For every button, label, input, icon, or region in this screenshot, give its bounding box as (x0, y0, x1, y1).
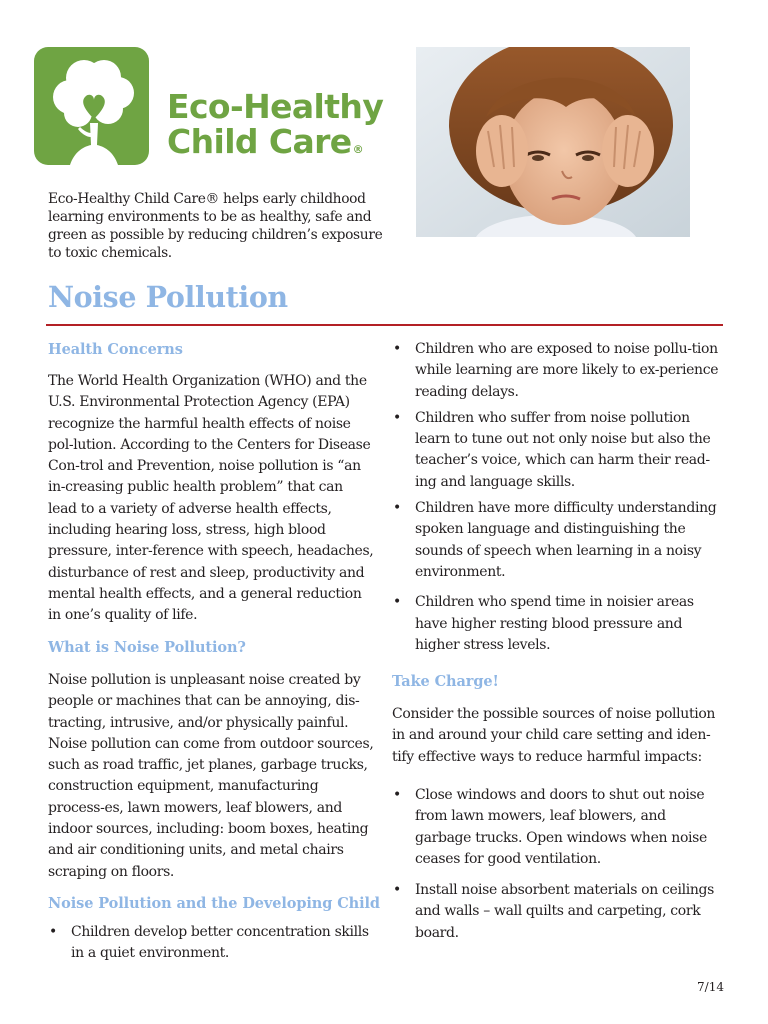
registered-mark: ® (352, 143, 363, 156)
logo-line-1: Eco-Healthy (167, 87, 384, 126)
logo-wordmark (167, 89, 407, 159)
take-charge-list (392, 785, 722, 954)
title-divider (46, 324, 723, 326)
paragraph-health-concerns: The World Health Organization (WHO) and the U.S. Environmental Protection Agency (EPA) recognize the harmful health effects of noise pol-lution. According to the Centers for Disease Con-trol and Prevention, noise pollution is “an in-creasing public health problem” that can lead to a variety of adverse health effects, including hearing loss, stress, high blood pressure, inter-ference with speech, headaches, disturbance of rest and sleep, productivity and mental health effects, and a general reduction in one’s quality of life. (48, 373, 374, 624)
list-item: • Children who suffer from noise pollution learn to tune out not only noise but also the teacher’s voice, which can harm their read-ing and language skills. (392, 408, 722, 493)
heading-developing-child: Noise Pollution and the Developing Child (48, 895, 380, 912)
child-photo (416, 47, 690, 237)
developing-child-list (48, 922, 374, 965)
list-item: • Children develop better concentration skills in a quiet environment. (48, 922, 374, 965)
paragraph-what-is-noise-pollution: Noise pollution is unpleasant noise created by people or machines that can be annoying, dis-tracting, intrusive, and/or physically painful. Noise pollution can come from outdoor sources, such as road traffic, jet planes, garbage trucks, construction equipment, manufacturing process-es, lawn mowers, leaf blowers, and indoor sources, including: boom boxes, heating and air conditioning units, and metal chairs scraping on floors. (48, 672, 374, 880)
paragraph-take-charge: Consider the possible sources of noise pollution in and around your child care setting and iden-tify effective ways to reduce harmful impacts: (392, 706, 716, 765)
page-number: 7/14 (697, 980, 724, 994)
child-effects-list (392, 339, 722, 661)
logo-line-2: Child Care (167, 122, 352, 161)
heading-take-charge: Take Charge! (392, 673, 499, 690)
intro-text: Eco-Healthy Child Care® helps early childhood learning environments to be as healthy, safe and green as possible by reducing children’s exposure to toxic chemicals. (48, 191, 383, 261)
heading-what-is-noise-pollution: What is Noise Pollution? (48, 639, 246, 656)
logo-tree-icon (34, 47, 149, 165)
list-item: • Children have more difficulty understanding spoken language and distinguishing the sounds of speech when learning in a noisy environment. (392, 498, 722, 583)
heading-health-concerns: Health Concerns (48, 341, 183, 358)
list-item: • Children who spend time in noisier areas have higher resting blood pressure and higher stress levels. (392, 592, 722, 656)
page-title: Noise Pollution (48, 280, 288, 314)
list-item: • Install noise absorbent materials on ceilings and walls – wall quilts and carpeting, cork board. (392, 880, 722, 944)
list-item: • Children who are exposed to noise pollu-tion while learning are more likely to ex-perience reading delays. (392, 339, 722, 403)
list-item: • Close windows and doors to shut out noise from lawn mowers, leaf blowers, and garbage trucks. Open windows when noise ceases for good ventilation. (392, 785, 722, 870)
